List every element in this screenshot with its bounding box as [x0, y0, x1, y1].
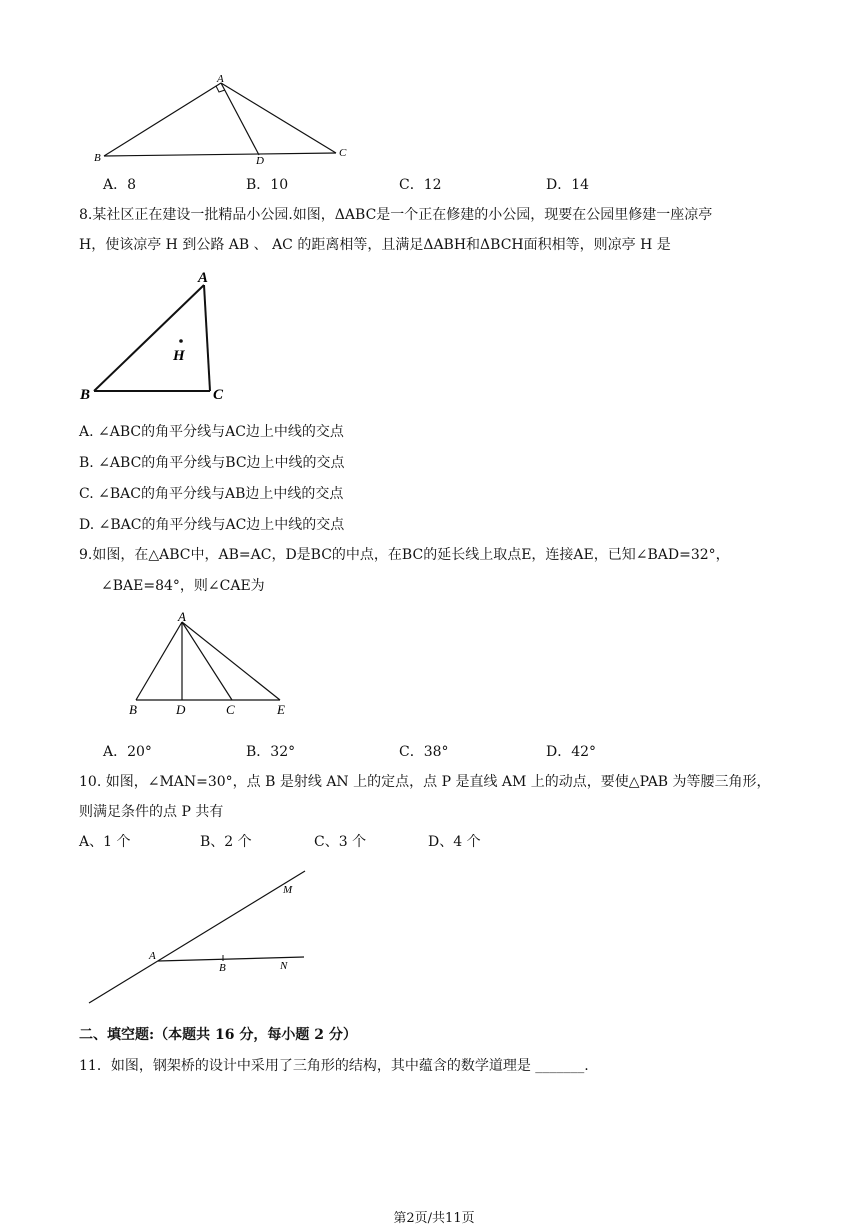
- q8-question-line1: 8.某社区正在建设一批精品小公园.如图，ΔABC是一个正在修建的小公园，现要在公园里修建一座凉亭: [79, 207, 713, 223]
- q8-label-a: A: [198, 270, 209, 286]
- q9-option-a: A．20°: [103, 744, 152, 760]
- q7-figure: [90, 70, 360, 165]
- q7-option-d: D．14: [546, 177, 590, 193]
- q9-label-a: A: [178, 609, 186, 624]
- q7-option-b: B．10: [246, 177, 289, 193]
- q10-question-line2: 则满足条件的点 P 共有: [79, 804, 224, 820]
- q9-question-line1: 9.如图，在△ABC中，AB=AC，D是BC的中点，在BC的延长线上取点E，连接AE，已知∠BAD=32°，: [79, 547, 730, 563]
- q9-label-e: E: [277, 702, 285, 717]
- q10-option-d: D、4 个: [428, 834, 481, 850]
- q10-label-b: B: [219, 962, 226, 974]
- q9-label-b: B: [129, 702, 137, 717]
- q10-label-n: N: [280, 960, 288, 972]
- q9-figure: [122, 610, 302, 720]
- q8-option-a: A. ∠ABC的角平分线与AC边上中线的交点: [79, 424, 344, 440]
- q8-option-d: D. ∠BAC的角平分线与AC边上中线的交点: [79, 517, 345, 533]
- q9-question-line2: ∠BAE=84°，则∠CAE为: [101, 578, 265, 594]
- q9-label-c: C: [226, 702, 235, 717]
- q9-option-d: D．42°: [546, 744, 597, 760]
- q9-label-d: D: [176, 702, 186, 717]
- q8-option-b: B. ∠ABC的角平分线与BC边上中线的交点: [79, 455, 345, 471]
- q10-option-c: C、3 个: [314, 834, 367, 850]
- q7-option-a: A．8: [103, 177, 137, 193]
- q10-option-a: A、1 个: [79, 834, 131, 850]
- q7-label-b: B: [94, 152, 101, 164]
- q8-question-line2: H，使该凉亭 H 到公路 AB 、 AC 的距离相等，且满足ΔABH和ΔBCH面积相等，则凉亭 H 是: [79, 237, 671, 253]
- section2-heading: 二、填空题:（本题共 16 分，每小题 2 分）: [79, 1027, 357, 1043]
- q10-label-a: A: [149, 950, 156, 962]
- q7-label-c: C: [339, 147, 347, 159]
- q8-label-h: H: [173, 348, 185, 364]
- q11-question: 11．如图，钢架桥的设计中采用了三角形的结构，其中蕴含的数学道理是 _______.: [79, 1058, 589, 1074]
- q10-figure: [85, 865, 315, 1010]
- q9-option-b: B．32°: [246, 744, 296, 760]
- q10-question-line1: 10. 如图，∠MAN=30°，点 B 是射线 AN 上的定点，点 P 是直线 AM 上的动点，要使△PAB 为等腰三角形，: [79, 774, 771, 790]
- q10-label-m: M: [283, 884, 293, 896]
- q8-option-c: C. ∠BAC的角平分线与AB边上中线的交点: [79, 486, 344, 502]
- q7-label-d: D: [256, 155, 264, 167]
- q8-figure: [80, 265, 240, 405]
- q7-option-c: C．12: [399, 177, 442, 193]
- q9-option-c: C．38°: [399, 744, 449, 760]
- q10-option-b: B、2 个: [200, 834, 252, 850]
- q8-label-c: C: [213, 387, 224, 403]
- page-number: 第2页/共11页: [393, 1211, 475, 1226]
- q8-label-b: B: [80, 387, 91, 403]
- q7-label-a: A: [217, 73, 224, 85]
